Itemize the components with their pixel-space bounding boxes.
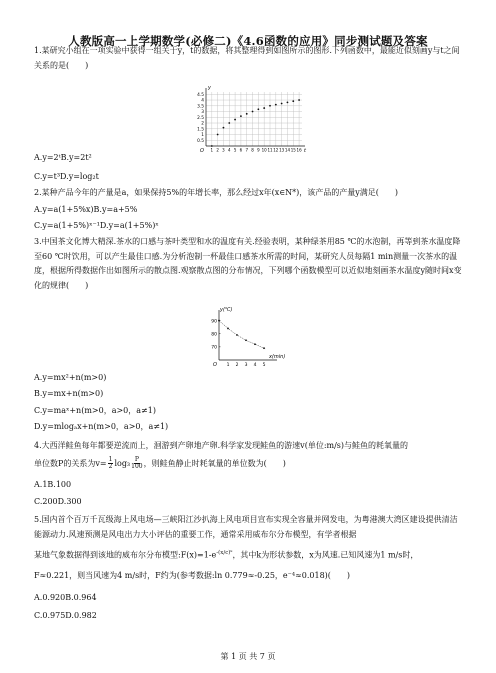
q1-y-tick-label: 3.5 — [197, 104, 204, 110]
q1-x-tick-label: 14 — [284, 147, 291, 153]
q1-x-tick-label: 8 — [251, 147, 254, 153]
q3-option-c: C.y=maˣ+n(m>0，a>0，a≠1) — [34, 406, 156, 415]
q2-option-ab: A.y=a(1+5%x)B.y=a+5% — [34, 205, 138, 214]
q1-scatter-chart — [190, 86, 308, 154]
q1-x-tick-label: 13 — [279, 147, 285, 153]
q1-x-tick-label: 11 — [267, 147, 273, 153]
q4-fraction-half — [108, 457, 114, 470]
q3-y-axis-label: y(℃) — [220, 307, 233, 313]
q5-option-ab: A.0.920B.0.964 — [34, 593, 97, 602]
q4-option-ab: A.1B.100 — [34, 480, 72, 489]
q3-scatter-chart — [205, 306, 295, 370]
q5-text-suffix: ，其中k为形状参数，x为风速.已知风速为1 m/s时， — [232, 550, 419, 560]
q1-y-tick-label: 1.5 — [197, 127, 204, 133]
q3-data-point — [254, 343, 256, 345]
q3-data-point — [263, 347, 265, 349]
q1-y-tick-label: 0.5 — [197, 138, 204, 144]
q1-x-tick-label: 3 — [222, 147, 225, 153]
q1-data-point — [257, 108, 259, 110]
q1-x-axis-label: t — [304, 148, 306, 154]
question-5-text-line3 — [34, 548, 418, 561]
q1-x-tick-label: 10 — [261, 147, 267, 153]
q5-option-cd: C.0.975D.0.982 — [34, 611, 97, 620]
q3-option-a: A.y=mx²+n(m>0) — [34, 373, 107, 382]
question-2-text: 2.某种产品今年的产量是a，如果保持5%的年增长率，那么经过x年(x∈N*)，该产品的产量y满足( ) — [34, 188, 399, 197]
q1-y-tick-label: 2.5 — [197, 115, 204, 121]
q2-option-cd: C.y=a(1+5%)ˣ⁻¹D.y=a(1+5%)ˣ — [34, 221, 159, 230]
q4-text-suffix: ，则鲑鱼静止时耗氧量的单位数为( ) — [143, 459, 286, 468]
q1-data-point — [246, 113, 248, 115]
question-4-text-line2 — [34, 457, 286, 470]
q1-data-point — [292, 100, 294, 102]
q1-data-point — [298, 99, 300, 101]
q1-data-point — [217, 134, 219, 136]
q3-data-point — [227, 328, 229, 330]
q1-y-tick-label: 4 — [201, 98, 204, 104]
q1-x-tick-label: 2 — [216, 147, 219, 153]
q1-x-tick-label: 15 — [290, 147, 296, 153]
q1-y-tick-label: 2 — [201, 121, 204, 127]
q1-y-tick-label: 3 — [201, 110, 204, 116]
question-1-text: 1.某研究小组在一项实验中获得一组关于y，t的数据，将其整理得到如图所示的图形.下列函数中，最能近似刻画y与t之间关系的是( ) — [34, 46, 460, 70]
q3-data-point — [218, 320, 220, 322]
q3-x-tick-label: 2 — [235, 363, 239, 368]
q1-origin-label: O — [200, 148, 204, 154]
question-5-text-lines1-2: 5.国内首个百万千瓦级海上风电场—三峡阳江沙扒海上风电项目宣布实现全容量并网发电，为粤港澳大湾区建设提供清洁能源动力.风速预测是风电出力大小评估的重要工作，通常采用威布尔分布模型，有学者根据 — [34, 515, 458, 539]
q1-option-cd: C.y=t³D.y=log₂t — [34, 172, 99, 181]
q3-data-point — [236, 334, 238, 336]
q3-x-axis-label: x(min) — [269, 354, 286, 360]
q1-data-point — [287, 101, 289, 103]
q1-data-point — [223, 127, 225, 129]
q3-x-tick-label: 1 — [226, 363, 230, 368]
q4-fraction-p — [131, 457, 142, 470]
q1-data-point — [211, 145, 213, 147]
q1-data-point — [281, 103, 283, 105]
q3-data-point — [245, 339, 247, 341]
q1-x-tick-label: 4 — [227, 147, 231, 153]
q1-y-tick-label: 1 — [201, 133, 204, 139]
q5-exponent: -(x/c)ᵏ — [216, 550, 233, 556]
q1-data-point — [252, 111, 254, 113]
q3-y-tick-label: 70 — [211, 345, 217, 351]
q1-option-ab: A.y=2ᵗB.y=2t² — [34, 153, 92, 162]
q4-frac2-den: 100 — [131, 463, 143, 470]
q3-option-b: B.y=mx+n(m>0) — [34, 389, 104, 398]
q1-x-tick-label: 1 — [210, 147, 214, 153]
q1-y-tick-label: 4.5 — [197, 92, 204, 98]
q3-y-tick-label: 90 — [211, 319, 217, 325]
q1-data-point — [275, 104, 277, 106]
q3-x-tick-label: 3 — [244, 363, 248, 368]
q4-text-prefix: 单位数P的关系为v= — [34, 459, 107, 468]
q1-y-axis-label: y — [208, 86, 211, 91]
q1-data-point — [240, 115, 242, 117]
q4-option-cd: C.200D.300 — [34, 497, 82, 506]
q1-x-tick-label: 12 — [273, 147, 279, 153]
q5-model-text: 某地气象数据得到该地的威布尔分布模型:F(x)=1-e — [34, 550, 217, 560]
question-5-text-line4: F≈0.221，则当风速为4 m/s时，F约为(参考数据:ln 0.779≈-0.25，e⁻⁴≈0.018)( ) — [34, 571, 351, 580]
document-title: 人教版高一上学期数学(必修二)《4.6函数的应用》同步测试题及答案 — [68, 34, 428, 48]
q1-x-tick-label: 9 — [257, 147, 260, 153]
question-4-text-line1: 4.大西洋鲑鱼每年都要逆流而上，洄游到产卵地产卵.科学家发现鲑鱼的游速v(单位:m/s)与鲑鱼的耗氧量的 — [34, 441, 409, 450]
q1-x-tick-label: 6 — [239, 147, 243, 153]
q3-x-tick-label: 5 — [262, 363, 266, 368]
q3-trend-curve — [219, 321, 266, 349]
q1-x-tick-label: 7 — [245, 147, 249, 153]
q1-data-point — [263, 107, 265, 109]
q1-data-point — [269, 105, 271, 107]
page-footer: 第 1 页 共 7 页 — [220, 652, 276, 661]
q3-option-d: D.y=mlogₐx+n(m>0，a>0，a≠1) — [34, 422, 169, 431]
q3-y-tick-label: 80 — [211, 332, 217, 338]
q4-frac2-num: P — [134, 456, 139, 463]
question-3-text: 3.中国茶文化博大精深.茶水的口感与茶叶类型和水的温度有关.经验表明，某种绿茶用85 ℃的水泡制，再等到茶水温度降至60 ℃时饮用，可以产生最佳口感.为分析泡制一杯最佳口感茶水所需的时间，某研究人员每隔1 min测量一次茶水的温度，根据所得数据作出如图所示的散点图.观察散点图的分布情况，下列哪个函数模型可以近似地刻画茶水温度y随时间x变化的规律( ) — [34, 237, 462, 290]
q3-origin-label: O — [213, 362, 217, 368]
q1-data-point — [228, 122, 230, 124]
q4-frac-num: 1 — [108, 456, 113, 463]
q3-x-tick-label: 4 — [253, 363, 257, 368]
q4-frac-den: 2 — [108, 463, 113, 470]
q1-x-tick-label: 16 — [296, 147, 302, 153]
q4-log-base: log₃ — [114, 459, 131, 468]
q1-data-point — [234, 119, 236, 121]
q1-x-tick-label: 5 — [233, 147, 237, 153]
